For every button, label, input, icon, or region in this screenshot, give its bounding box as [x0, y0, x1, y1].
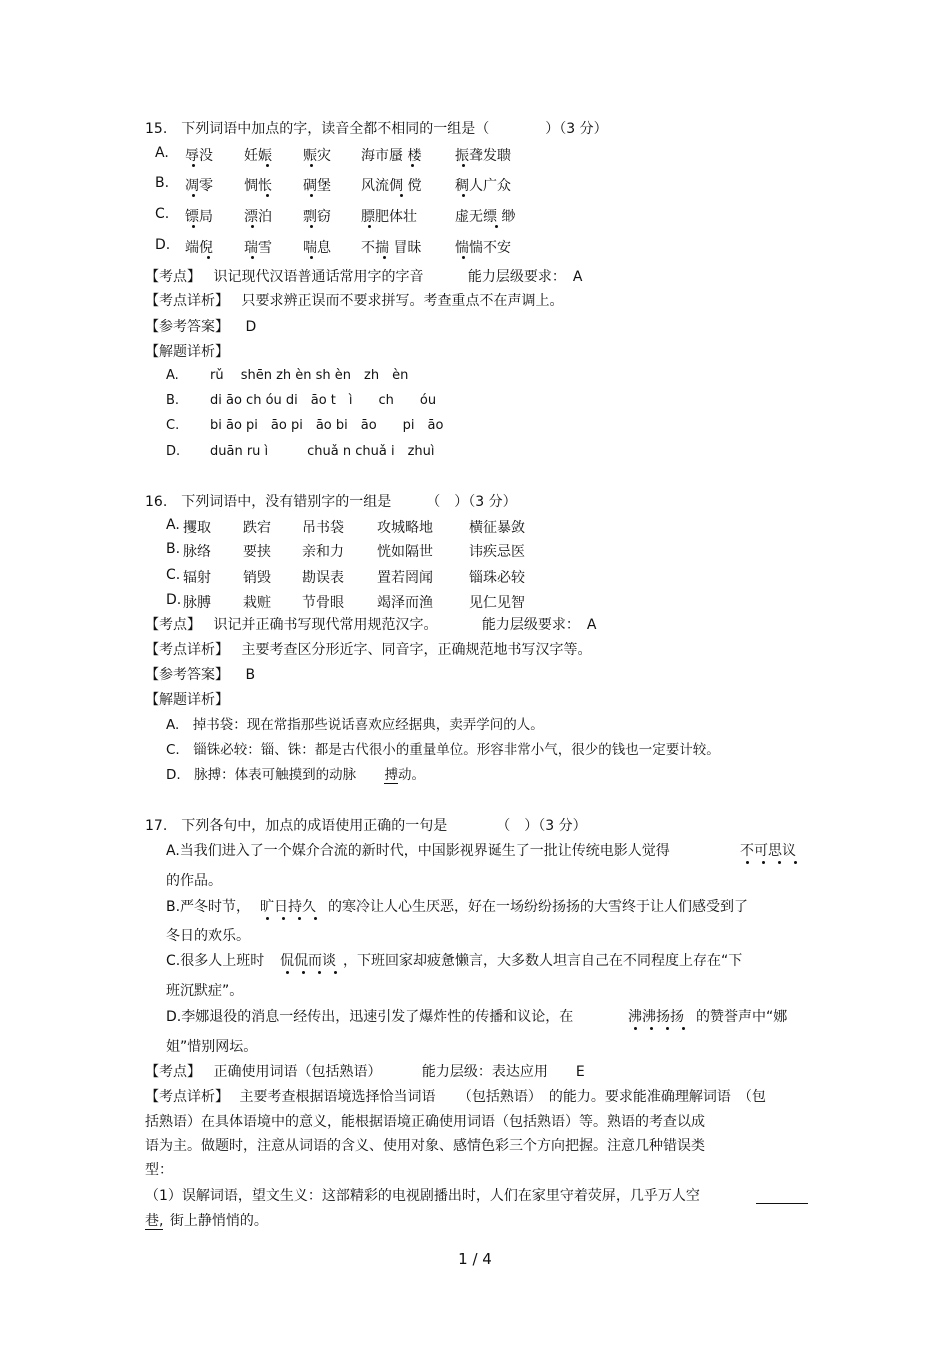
q16-analysis-tag: 【解题详析】	[145, 692, 229, 708]
q17-kaodian	[145, 1063, 585, 1081]
option-word: 惆怅	[244, 178, 272, 194]
analysis-text: D. 脉搏：体表可触摸到的动脉	[166, 767, 357, 783]
option-word: 虚无缥 缈	[455, 209, 516, 225]
emphasis-dot	[650, 1027, 653, 1030]
option-word: 振聋发聩	[455, 148, 511, 164]
detail-text: 只要求辨正误而不要求拼写。考查重点不在声调上。	[241, 293, 564, 309]
underlined-char: 搏	[384, 767, 398, 783]
pinyin-text: di āo ch óu di āo t ì ch óu	[210, 393, 437, 408]
emphasis-dot	[746, 861, 749, 864]
option-letter: A.	[166, 517, 180, 533]
q17-detail-line1	[145, 1088, 766, 1106]
option-word: 见仁见智	[469, 595, 525, 611]
kaodian-text: 识记现代汉语普通话常用字的字音	[213, 269, 424, 285]
q17-option-c-line2: 班沉默症”。	[166, 983, 244, 999]
pinyin-letter: D.	[166, 444, 181, 459]
q17-option-b-line2: 冬日的欢乐。	[166, 928, 250, 944]
kaodian-text: 识记并正确书写现代常用规范汉字。	[213, 617, 438, 633]
underlined-char: 巷,	[145, 1213, 164, 1229]
q17-option-d-pre: D.李娜退役的消息一经传出，迅速引发了爆炸性的传播和议论，在	[166, 1009, 574, 1025]
emphasis-dot	[310, 194, 313, 197]
emphasis-dot	[310, 225, 313, 228]
pinyin-text: rǔ shēn zh èn sh èn zh èn	[210, 368, 409, 383]
emphasis-dot	[192, 164, 195, 167]
emphasis-dot	[682, 1027, 685, 1030]
option-word: 讳疾忌医	[469, 544, 525, 560]
option-word: 海市蜃 楼	[361, 148, 422, 164]
emphasis-dot	[462, 164, 465, 167]
q17-error-type-1: （1）误解词语，望文生义：这部精彩的电视剧播出时，人们在家里守着荧屏，几乎万人空	[145, 1188, 700, 1204]
q15-stem: 15. 下列词语中加点的字，读音全都不相同的一组是（ ）（3 分）	[145, 121, 608, 137]
q16-detail	[145, 641, 591, 659]
q15-detail	[145, 292, 563, 310]
q17-idiom-a: 不可思议	[740, 843, 796, 859]
q16-answer	[145, 666, 255, 684]
option-word: 妊娠	[244, 148, 272, 164]
option-word: 不揣 冒昧	[361, 240, 422, 256]
option-word: 攻城略地	[377, 520, 433, 536]
option-word: 吊书袋	[302, 520, 344, 536]
option-word: 辐射	[183, 570, 211, 586]
detail-tag: 【考点详析】	[145, 1089, 229, 1105]
emphasis-dot	[318, 971, 321, 974]
option-word: 跌宕	[243, 520, 271, 536]
q17-option-d-post: 的赞誉声中“娜	[696, 1009, 788, 1025]
detail-text: 主要考查区分形近字、同音字，正确规范地书写汉字等。	[241, 642, 592, 658]
q17-option-c-pre: C.很多人上班时	[166, 953, 265, 969]
option-word: 风流倜 傥	[361, 178, 422, 194]
emphasis-dot	[266, 164, 269, 167]
option-word: 横征暴敛	[469, 520, 525, 536]
emphasis-dot	[314, 917, 317, 920]
q16-kaodian	[145, 616, 596, 634]
option-word: 节骨眼	[302, 595, 344, 611]
option-word: 惴惴不安	[455, 240, 511, 256]
emphasis-dot	[251, 256, 254, 259]
emphasis-dot	[192, 225, 195, 228]
pinyin-row	[166, 443, 435, 461]
q17-idiom-d: 沸沸扬扬	[628, 1009, 684, 1025]
option-word: 要挟	[243, 544, 271, 560]
answer-tag: 【参考答案】	[145, 319, 229, 335]
q17-option-b-post: 的寒冷让人心生厌恶，好在一场纷纷扬扬的大雪终于让人们感受到了	[328, 899, 748, 915]
emphasis-dot	[207, 256, 210, 259]
blank-underline	[756, 1203, 808, 1204]
option-letter: C.	[155, 206, 170, 222]
emphasis-dot	[302, 971, 305, 974]
q16-analysis-item: A. 掉书袋：现在常指那些说话喜欢应经据典，卖弄学问的人。	[166, 717, 544, 733]
emphasis-dot	[666, 1027, 669, 1030]
q16-analysis-item: C. 锱铢必较：锱、铢：都是古代很小的重量单位。形容非常小气，很少的钱也一定要计较。	[166, 742, 720, 758]
option-word: 销毁	[243, 570, 271, 586]
emphasis-dot	[383, 256, 386, 259]
option-word: 凋零	[185, 178, 213, 194]
option-word: 锱珠必较	[469, 570, 525, 586]
q17-idiom-b: 旷日持久	[260, 899, 316, 915]
pinyin-text: duān ru ì chuǎ n chuǎ i zhuì	[210, 444, 435, 459]
option-word: 竭泽而渔	[377, 595, 433, 611]
kaodian-text: 正确使用词语（包括熟语）	[213, 1064, 382, 1080]
option-word: 瑞雪	[244, 240, 272, 256]
emphasis-dot	[495, 225, 498, 228]
option-word: 稠人广众	[455, 178, 511, 194]
kaodian-tag: 【考点】	[145, 269, 201, 285]
q17-detail-line2: 括熟语）在具体语境中的意义，能根据语境正确使用词语（包括熟语）等。熟语的考查以成	[145, 1114, 705, 1130]
emphasis-dot	[298, 917, 301, 920]
ability-level: 能力层级要求： A	[481, 617, 597, 633]
q15-analysis-tag: 【解题详析】	[145, 344, 229, 360]
option-word: 勘误表	[302, 570, 344, 586]
error-example-tail: 街上静悄悄的。	[169, 1213, 268, 1229]
q15-kaodian	[145, 268, 582, 286]
option-word: 剽窃	[303, 209, 331, 225]
kaodian-tag: 【考点】	[145, 1064, 201, 1080]
emphasis-dot	[266, 917, 269, 920]
q17-detail-line4: 型：	[145, 1162, 173, 1178]
option-word: 恍如隔世	[377, 544, 433, 560]
emphasis-dot	[282, 917, 285, 920]
emphasis-dot	[334, 971, 337, 974]
kaodian-tag: 【考点】	[145, 617, 201, 633]
option-word: 镖局	[185, 209, 213, 225]
option-word: 置若罔闻	[377, 570, 433, 586]
emphasis-dot	[794, 861, 797, 864]
emphasis-dot	[411, 164, 414, 167]
option-letter: C.	[166, 567, 181, 583]
q17-detail-line3: 语为主。做题时，注意从词语的含义、使用对象、感情色彩三个方向把握。注意几种错误类	[145, 1138, 705, 1154]
pinyin-row	[166, 367, 409, 385]
q17-option-a-line2: 的作品。	[166, 873, 222, 889]
option-word: 脉膊	[183, 595, 211, 611]
page-number: 1 / 4	[458, 1250, 492, 1268]
option-word: 攫取	[183, 520, 211, 536]
q17-option-a-line1: A.当我们进入了一个媒介合流的新时代，中国影视界诞生了一批让传统电影人觉得	[166, 843, 670, 859]
emphasis-dot	[368, 225, 371, 228]
q15-answer	[145, 318, 256, 336]
emphasis-dot	[310, 256, 313, 259]
emphasis-dot	[462, 194, 465, 197]
emphasis-dot	[778, 861, 781, 864]
q17-option-d-line2: 姐”惜别网坛。	[166, 1039, 258, 1055]
analysis-tail: 动。	[397, 767, 425, 783]
q17-option-c-post: ，下班回家却疲惫懒言，大多数人坦言自己在不同程度上存在“下	[343, 953, 743, 969]
answer-value: B	[245, 667, 256, 683]
detail-text: （包括熟语） 的能力。要求能准确理解词语 （包	[457, 1089, 766, 1105]
detail-tag: 【考点详析】	[145, 642, 229, 658]
emphasis-dot	[762, 861, 765, 864]
pinyin-text: bi āo pi āo pi āo bi āo pi āo	[210, 418, 444, 433]
option-word: 碉堡	[303, 178, 331, 194]
pinyin-letter: B.	[166, 393, 180, 408]
option-letter: D.	[155, 237, 171, 253]
detail-text: 主要考查根据语境选择恰当词语	[239, 1089, 436, 1105]
ability-level: 能力层级：表达应用 E	[421, 1064, 585, 1080]
q17-error-type-1-cont	[145, 1212, 268, 1230]
emphasis-dot	[266, 194, 269, 197]
pinyin-row	[166, 417, 444, 435]
q17-stem: 17. 下列各句中，加点的成语使用正确的一句是 （ ）（3 分）	[145, 818, 587, 834]
option-word: 端倪	[185, 240, 213, 256]
q16-stem: 16. 下列词语中，没有错别字的一组是 （ ）（3 分）	[145, 494, 517, 510]
option-word: 喘息	[303, 240, 331, 256]
option-word: 脉络	[183, 544, 211, 560]
option-letter: B.	[166, 541, 181, 557]
option-letter: A.	[155, 145, 169, 161]
pinyin-letter: C.	[166, 418, 180, 433]
q17-option-b-pre: B.严冬时节，	[166, 899, 251, 915]
emphasis-dot	[286, 971, 289, 974]
answer-tag: 【参考答案】	[145, 667, 229, 683]
answer-value: D	[245, 319, 257, 335]
option-letter: B.	[155, 175, 170, 191]
detail-tag: 【考点详析】	[145, 293, 229, 309]
emphasis-dot	[310, 164, 313, 167]
option-word: 亲和力	[302, 544, 344, 560]
ability-level: 能力层级要求： A	[467, 269, 583, 285]
emphasis-dot	[192, 194, 195, 197]
emphasis-dot	[634, 1027, 637, 1030]
q17-idiom-c: 侃侃而谈	[280, 953, 336, 969]
emphasis-dot	[462, 256, 465, 259]
option-word: 漂泊	[244, 209, 272, 225]
pinyin-row	[166, 392, 437, 410]
option-word: 膘肥体壮	[361, 209, 417, 225]
pinyin-letter: A.	[166, 368, 179, 383]
option-letter: D.	[166, 592, 182, 608]
emphasis-dot	[400, 194, 403, 197]
option-word: 辱没	[185, 148, 213, 164]
option-word: 栽赃	[243, 595, 271, 611]
emphasis-dot	[251, 225, 254, 228]
q16-analysis-item	[166, 766, 425, 784]
option-word: 赈灾	[303, 148, 331, 164]
